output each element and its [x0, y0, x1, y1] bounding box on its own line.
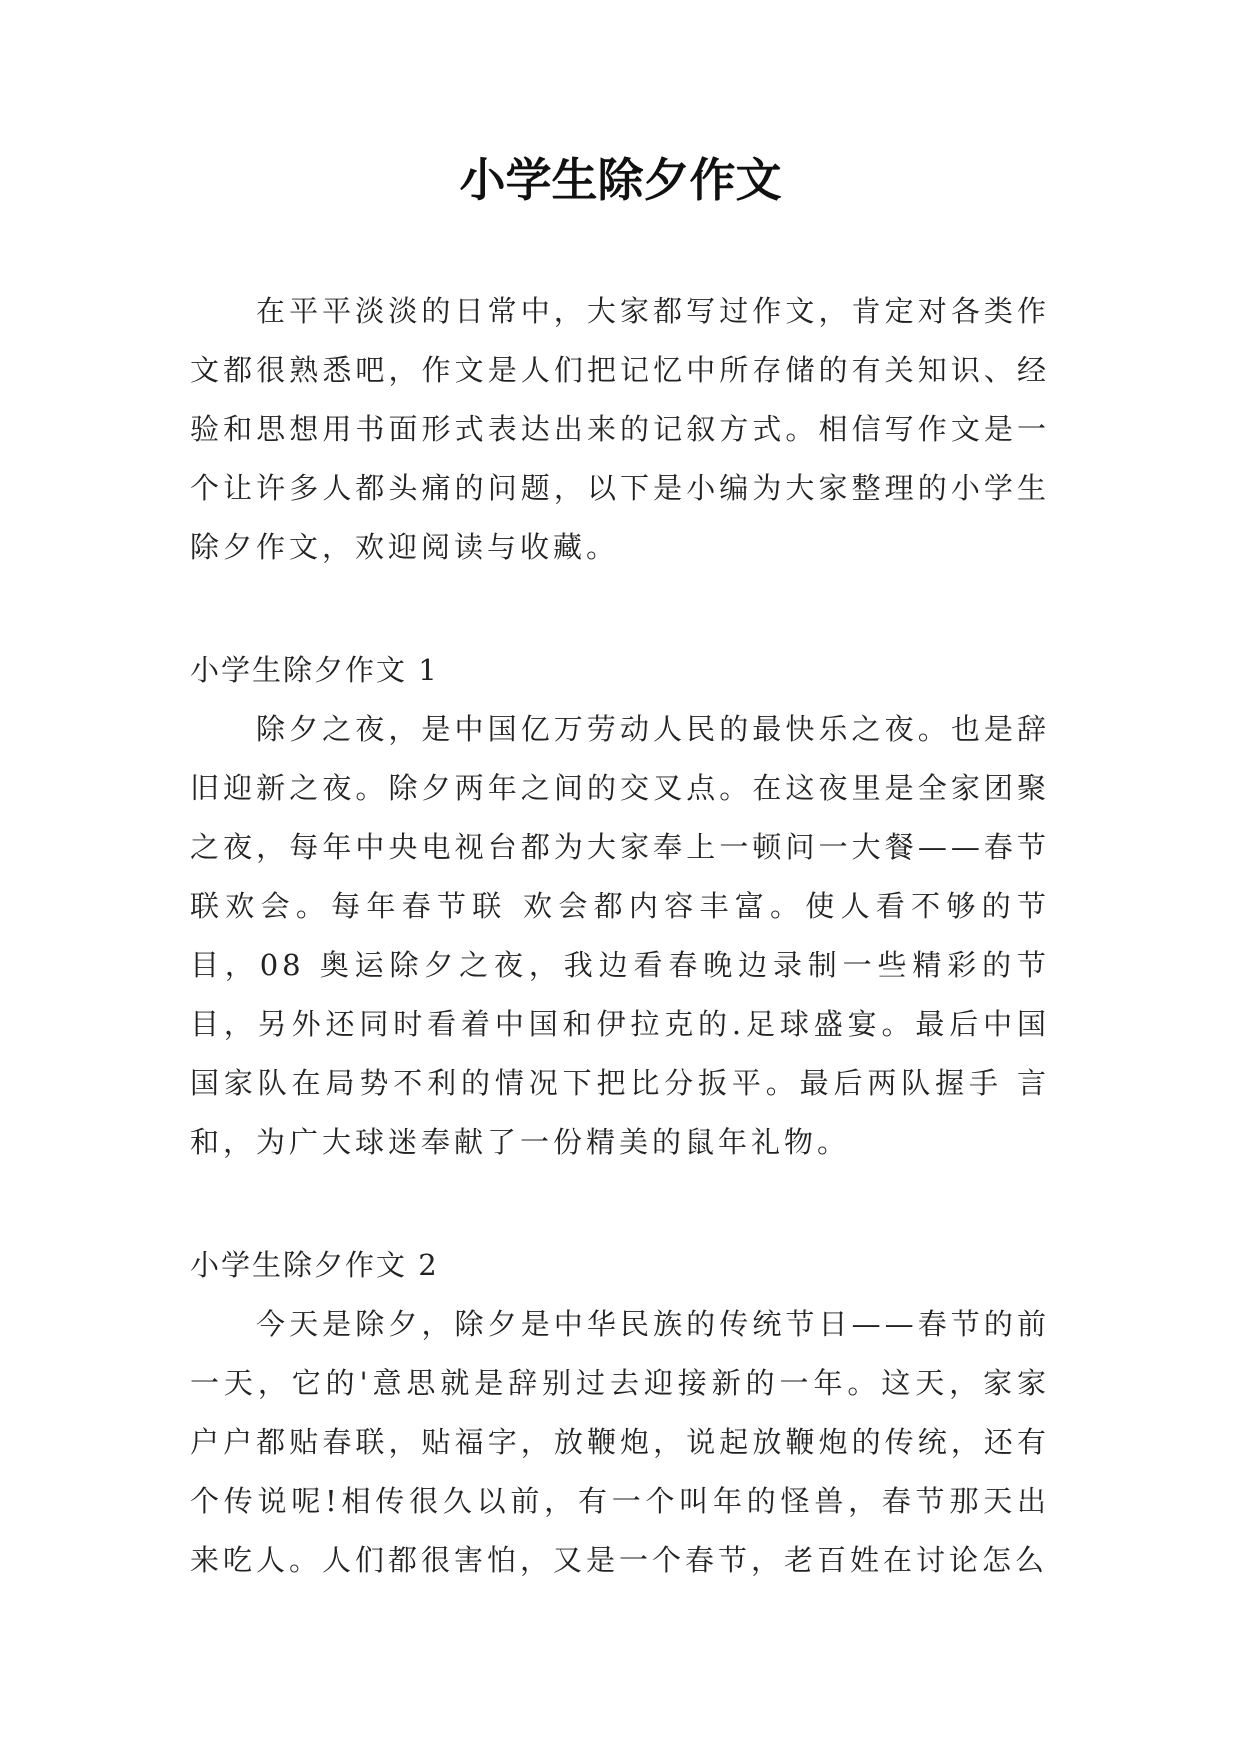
section-spacer: [190, 1172, 1050, 1236]
section-paragraph-1: 除夕之夜，是中国亿万劳动人民的最快乐之夜。也是辞旧迎新之夜。除夕两年之间的交叉点。在这夜里是全家团聚之夜，每年中央电视台都为大家奉上一顿问一大餐——春节联欢会。每年春节联 欢会都内容丰富。使人看不够的节目，08 奥运除夕之夜，我边看春晚边录制一些精彩的节目，另外还同时看着中国和伊拉克的.足球盛宴。最后中国国家队在局势不利的情况下把比分扳平。最后两队握手 言和，为广大球迷奉献了一份精美的鼠年礼物。: [190, 712, 1050, 1159]
section-spacer: [190, 577, 1050, 641]
document-title: 小学生除夕作文: [459, 153, 782, 207]
document-body: [190, 282, 1050, 1590]
section-heading-2: 小学生除夕作文 2: [190, 1248, 439, 1282]
section-heading-1: 小学生除夕作文 1: [190, 653, 439, 687]
intro-paragraph: 在平平淡淡的日常中，大家都写过作文，肯定对各类作文都很熟悉吧，作文是人们把记忆中所存储的有关知识、经验和思想用书面形式表达出来的记叙方式。相信写作文是一个让许多人都头痛的问题，以下是小编为大家整理的小学生除夕作文，欢迎阅读与收藏。: [190, 294, 1050, 564]
section-paragraph-2: 今天是除夕，除夕是中华民族的传统节日——春节的前一天，它的'意思就是辞别过去迎接新的一年。这天，家家户户都贴春联，贴福字，放鞭炮，说起放鞭炮的传统，还有个传说呢!相传很久以前，有一个叫年的怪兽，春节那天出来吃人。人们都很害怕，又是一个春节，老百姓在讨论怎么: [190, 1307, 1050, 1577]
